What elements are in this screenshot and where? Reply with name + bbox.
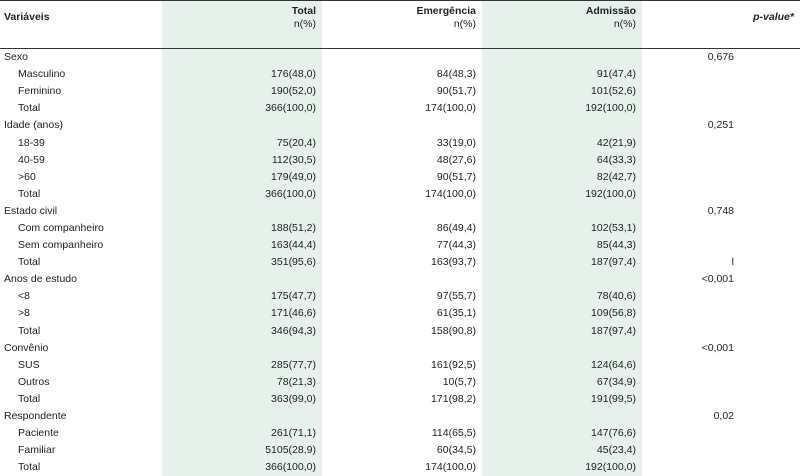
cell-total: 179(49,0) (162, 169, 322, 186)
table-row (0, 100, 800, 117)
cell-emergencia: 171(98,2) (322, 391, 482, 408)
header-pvalue: p-value* (642, 1, 800, 49)
cell-total: 175(47,7) (162, 288, 322, 305)
cell-admissao: 42(21,9) (482, 134, 642, 151)
row-label: Respondente (0, 408, 162, 425)
table-body (0, 49, 800, 476)
cell-total: 190(52,0) (162, 83, 322, 100)
header-emergencia-label: Emergência (416, 5, 476, 17)
row-label: Convênio (0, 340, 162, 357)
row-label: 18-39 (0, 134, 162, 151)
row-label: Total (0, 391, 162, 408)
cell-emergencia (322, 203, 482, 220)
cell-admissao: 102(53,1) (482, 220, 642, 237)
cell-admissao: 124(64,6) (482, 357, 642, 374)
table-row (0, 169, 800, 186)
cell-emergencia: 86(49,4) (322, 220, 482, 237)
cell-emergencia: 61(35,1) (322, 305, 482, 322)
row-label: Sexo (0, 49, 162, 67)
cell-admissao: 187(97,4) (482, 254, 642, 271)
row-label: Paciente (0, 425, 162, 442)
header-total-unit: n(%) (166, 18, 316, 31)
cell-total (162, 340, 322, 357)
cell-admissao (482, 271, 642, 288)
cell-pvalue (642, 288, 800, 305)
cell-pvalue: 0,251 (642, 117, 800, 134)
cell-pvalue (642, 83, 800, 100)
cell-total: 176(48,0) (162, 66, 322, 83)
cell-admissao (482, 408, 642, 425)
cell-admissao: 147(76,6) (482, 425, 642, 442)
cell-total: 163(44,4) (162, 237, 322, 254)
cell-total: 346(94,3) (162, 323, 322, 340)
row-label: Sem companheiro (0, 237, 162, 254)
header-admissao (482, 1, 642, 49)
cell-pvalue (642, 459, 800, 476)
header-admissao-label: Admissão (586, 5, 636, 17)
cell-pvalue (642, 220, 800, 237)
header-total (162, 1, 322, 49)
cell-emergencia: 174(100,0) (322, 459, 482, 476)
cell-emergencia: 174(100,0) (322, 100, 482, 117)
row-label: Total (0, 186, 162, 203)
cell-total: 261(71,1) (162, 425, 322, 442)
cell-total (162, 117, 322, 134)
cell-emergencia: 84(48,3) (322, 66, 482, 83)
cell-emergencia (322, 117, 482, 134)
cell-pvalue: l (642, 254, 800, 271)
cell-admissao: 109(56,8) (482, 305, 642, 322)
cell-total: 171(46,6) (162, 305, 322, 322)
cell-total (162, 408, 322, 425)
cell-admissao (482, 117, 642, 134)
table-row (0, 391, 800, 408)
cell-total: 5105(28,9) (162, 442, 322, 459)
cell-pvalue (642, 305, 800, 322)
cell-pvalue (642, 66, 800, 83)
cell-admissao: 64(33,3) (482, 152, 642, 169)
cell-pvalue: 0,02 (642, 408, 800, 425)
table-row (0, 425, 800, 442)
table-row (0, 83, 800, 100)
table-row (0, 305, 800, 322)
cell-emergencia: 163(93,7) (322, 254, 482, 271)
row-label: Outros (0, 374, 162, 391)
cell-emergencia: 10(5,7) (322, 374, 482, 391)
cell-emergencia: 97(55,7) (322, 288, 482, 305)
cell-total (162, 49, 322, 67)
cell-emergencia: 90(51,7) (322, 169, 482, 186)
header-admissao-unit: n(%) (486, 18, 636, 31)
cell-pvalue (642, 237, 800, 254)
row-label: Total (0, 254, 162, 271)
row-label: Idade (anos) (0, 117, 162, 134)
cell-admissao: 187(97,4) (482, 323, 642, 340)
table-section-row (0, 49, 800, 67)
cell-total: 366(100,0) (162, 100, 322, 117)
cell-total (162, 203, 322, 220)
table-row (0, 323, 800, 340)
row-label: Com companheiro (0, 220, 162, 237)
cell-total: 366(100,0) (162, 186, 322, 203)
cell-admissao (482, 203, 642, 220)
cell-emergencia (322, 340, 482, 357)
table-section-row (0, 271, 800, 288)
cell-total: 112(30,5) (162, 152, 322, 169)
cell-admissao: 67(34,9) (482, 374, 642, 391)
cell-admissao: 78(40,6) (482, 288, 642, 305)
row-label: <8 (0, 288, 162, 305)
row-label: Total (0, 100, 162, 117)
cell-total: 75(20,4) (162, 134, 322, 151)
cell-pvalue (642, 152, 800, 169)
row-label: Feminino (0, 83, 162, 100)
cell-emergencia: 161(92,5) (322, 357, 482, 374)
table-row (0, 374, 800, 391)
cell-pvalue: 0,676 (642, 49, 800, 67)
table-header (0, 1, 800, 49)
table-row (0, 66, 800, 83)
cell-pvalue (642, 323, 800, 340)
cell-admissao: 85(44,3) (482, 237, 642, 254)
cell-emergencia (322, 408, 482, 425)
row-label: Estado civil (0, 203, 162, 220)
table-row (0, 220, 800, 237)
cell-admissao: 82(42,7) (482, 169, 642, 186)
cell-pvalue: <0,001 (642, 271, 800, 288)
cell-pvalue: 0,748 (642, 203, 800, 220)
header-emergencia (322, 1, 482, 49)
cell-pvalue (642, 100, 800, 117)
cell-total: 366(100,0) (162, 459, 322, 476)
cell-total: 351(95,6) (162, 254, 322, 271)
cell-admissao: 101(52,6) (482, 83, 642, 100)
cell-total: 188(51,2) (162, 220, 322, 237)
cell-emergencia: 33(19,0) (322, 134, 482, 151)
table-row (0, 254, 800, 271)
cell-total: 363(99,0) (162, 391, 322, 408)
cell-emergencia: 114(65,5) (322, 425, 482, 442)
cell-emergencia: 158(90,8) (322, 323, 482, 340)
cell-emergencia: 48(27,6) (322, 152, 482, 169)
row-label: Familiar (0, 442, 162, 459)
cell-total (162, 271, 322, 288)
table-row (0, 237, 800, 254)
cell-total: 285(77,7) (162, 357, 322, 374)
cell-total: 78(21,3) (162, 374, 322, 391)
cell-emergencia: 174(100,0) (322, 186, 482, 203)
table-row (0, 152, 800, 169)
row-label: 40-59 (0, 152, 162, 169)
cell-pvalue (642, 357, 800, 374)
table-row (0, 186, 800, 203)
cell-emergencia (322, 49, 482, 67)
table-row (0, 357, 800, 374)
header-total-label: Total (292, 5, 316, 17)
table-section-row (0, 117, 800, 134)
table-section-row (0, 408, 800, 425)
cell-admissao: 192(100,0) (482, 459, 642, 476)
table-row (0, 442, 800, 459)
cell-emergencia: 77(44,3) (322, 237, 482, 254)
cell-admissao (482, 340, 642, 357)
table-row (0, 288, 800, 305)
row-label: >60 (0, 169, 162, 186)
cell-admissao (482, 49, 642, 67)
cell-pvalue: <0,001 (642, 340, 800, 357)
cell-emergencia: 60(34,5) (322, 442, 482, 459)
cell-admissao: 91(47,4) (482, 66, 642, 83)
table-row (0, 134, 800, 151)
table-row (0, 459, 800, 476)
row-label: Total (0, 459, 162, 476)
cell-pvalue (642, 425, 800, 442)
cell-admissao: 192(100,0) (482, 100, 642, 117)
cell-pvalue (642, 134, 800, 151)
cell-pvalue (642, 169, 800, 186)
cell-pvalue (642, 442, 800, 459)
row-label: Masculino (0, 66, 162, 83)
row-label: >8 (0, 305, 162, 322)
cell-admissao: 191(99,5) (482, 391, 642, 408)
table-section-row (0, 203, 800, 220)
row-label: Anos de estudo (0, 271, 162, 288)
cell-admissao: 45(23,4) (482, 442, 642, 459)
table-section-row (0, 340, 800, 357)
header-emergencia-unit: n(%) (326, 18, 476, 31)
row-label: Total (0, 323, 162, 340)
cell-pvalue (642, 186, 800, 203)
cell-pvalue (642, 391, 800, 408)
cell-emergencia: 90(51,7) (322, 83, 482, 100)
cell-pvalue (642, 374, 800, 391)
cell-emergencia (322, 271, 482, 288)
cell-admissao: 192(100,0) (482, 186, 642, 203)
row-label: SUS (0, 357, 162, 374)
header-variables: Variáveis (0, 1, 162, 49)
